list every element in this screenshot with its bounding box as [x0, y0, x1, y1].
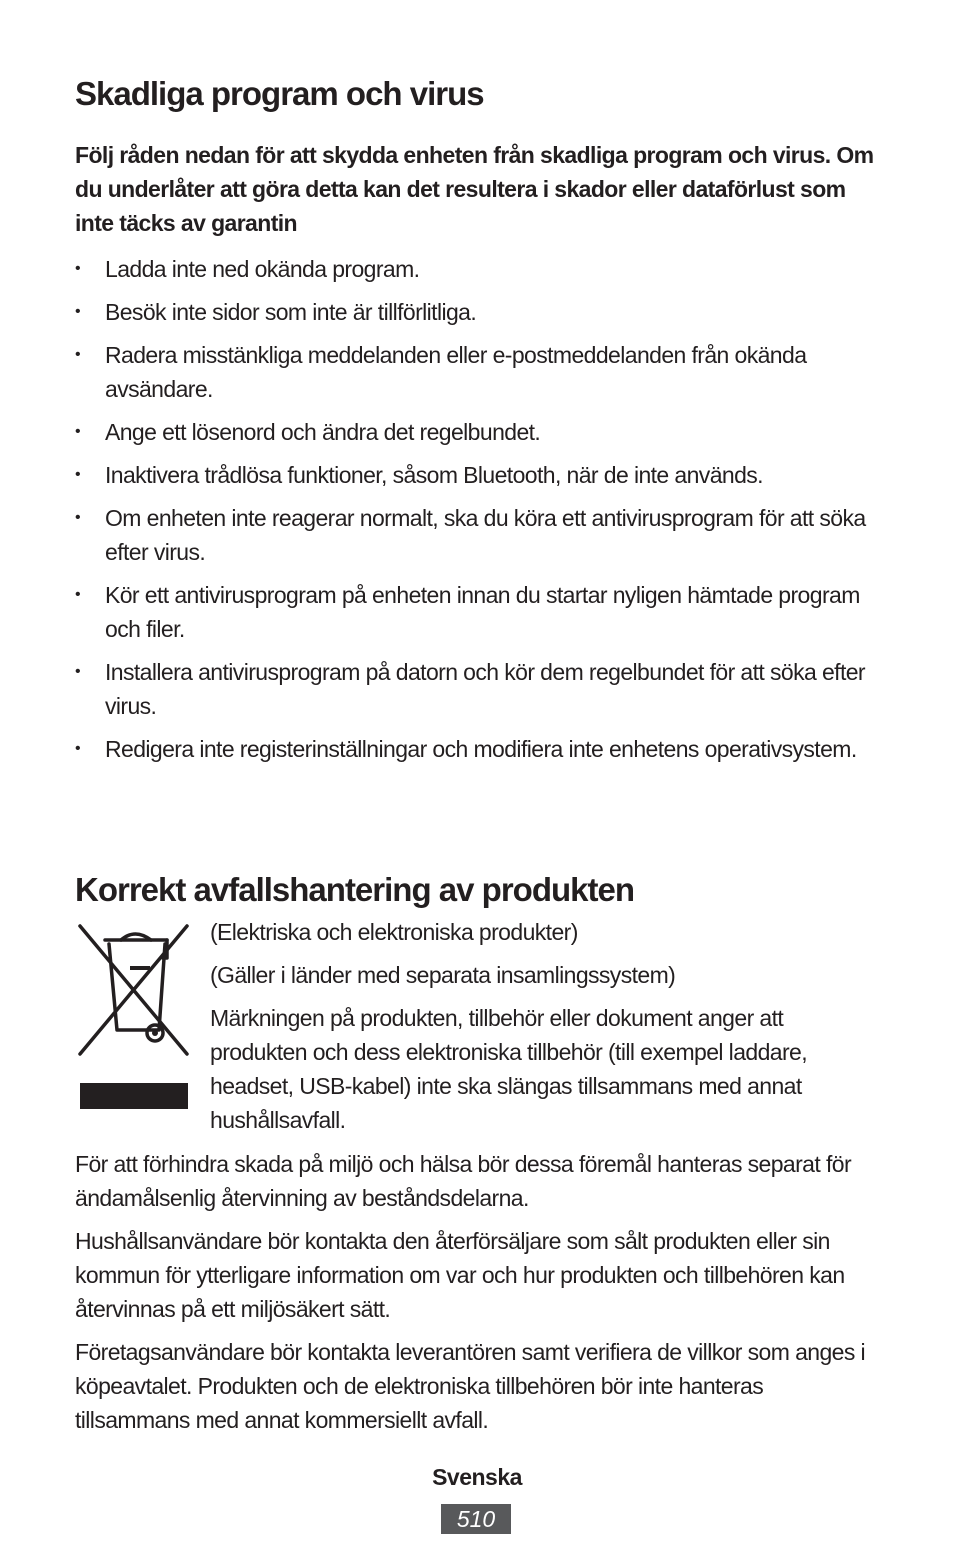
list-item-text: Kör ett antivirusprogram på enheten innan du startar nyligen hämtade program och filer.	[105, 582, 860, 642]
list-item	[75, 655, 875, 723]
section-intro: Följ råden nedan för att skydda enheten från skadliga program och virus. Om du underlåter att göra detta kan det resultera i skador eller dataförlust som inte täcks av garantin	[75, 142, 874, 236]
weee-description	[210, 915, 875, 1146]
page-number: 510	[441, 1504, 511, 1534]
list-item-text: Om enheten inte reagerar normalt, ska du köra ett antivirusprogram för att söka efter virus.	[105, 505, 866, 565]
bullet-icon: •	[75, 586, 81, 603]
paragraph: Företagsanvändare bör kontakta leverantören samt verifiera de villkor som anges i köpeavtalet. Produkten och de elektroniska tillbehören bör inte hanteras tillsammans med annat kommersiellt avfall.	[75, 1339, 866, 1433]
weee-line: (Elektriska och elektroniska produkter)	[210, 919, 578, 945]
list-item	[75, 501, 875, 569]
footer-language: Svenska	[432, 1464, 522, 1490]
bullet-icon: •	[75, 423, 81, 440]
weee-line: Märkningen på produkten, tillbehör eller dokument anger att produkten och dess elektroniska tillbehör (till exempel laddare, headset, USB-kabel) inte ska slängas tillsammans med annat hushållsavfall.	[210, 1005, 807, 1133]
list-item-text: Inaktivera trådlösa funktioner, såsom Bluetooth, när de inte används.	[105, 462, 763, 488]
list-item	[75, 732, 875, 766]
list-item	[75, 338, 875, 406]
bullet-icon: •	[75, 346, 81, 363]
list-item-text: Installera antivirusprogram på datorn och kör dem regelbundet för att söka efter virus.	[105, 659, 865, 719]
list-item	[75, 415, 875, 449]
bullet-icon: •	[75, 663, 81, 680]
list-item	[75, 295, 875, 329]
section-title-malware: Skadliga program och virus	[75, 75, 484, 112]
bullet-icon: •	[75, 260, 81, 277]
bullet-icon: •	[75, 466, 81, 483]
crossed-out-wheelie-bin-icon	[75, 918, 195, 1113]
bullet-icon: •	[75, 740, 81, 757]
list-item	[75, 252, 875, 286]
list-item-text: Besök inte sidor som inte är tillförlitliga.	[105, 299, 477, 325]
bullet-icon: •	[75, 303, 81, 320]
list-item-text: Radera misstänkliga meddelanden eller e-postmeddelanden från okända avsändare.	[105, 342, 807, 402]
list-item-text: Redigera inte registerinställningar och modifiera inte enhetens operativsystem.	[105, 736, 857, 762]
paragraph: För att förhindra skada på miljö och hälsa bör dessa föremål hanteras separat för ändamålsenlig återvinning av beståndsdelarna.	[75, 1151, 851, 1211]
paragraph: Hushållsanvändare bör kontakta den återförsäljare som sålt produkten eller sin kommun för ytterligare information om var och hur produkten och tillbehören kan återvinnas på ett miljösäkert sätt.	[75, 1228, 845, 1322]
list-item	[75, 578, 875, 646]
bullet-icon: •	[75, 509, 81, 526]
section-title-disposal: Korrekt avfallshantering av produkten	[75, 871, 634, 908]
list-item-text: Ladda inte ned okända program.	[105, 256, 420, 282]
disposal-paragraphs	[75, 1147, 875, 1446]
bullet-list	[75, 252, 875, 775]
list-item-text: Ange ett lösenord och ändra det regelbundet.	[105, 419, 541, 445]
list-item	[75, 458, 875, 492]
weee-line: (Gäller i länder med separata insamlingssystem)	[210, 962, 676, 988]
